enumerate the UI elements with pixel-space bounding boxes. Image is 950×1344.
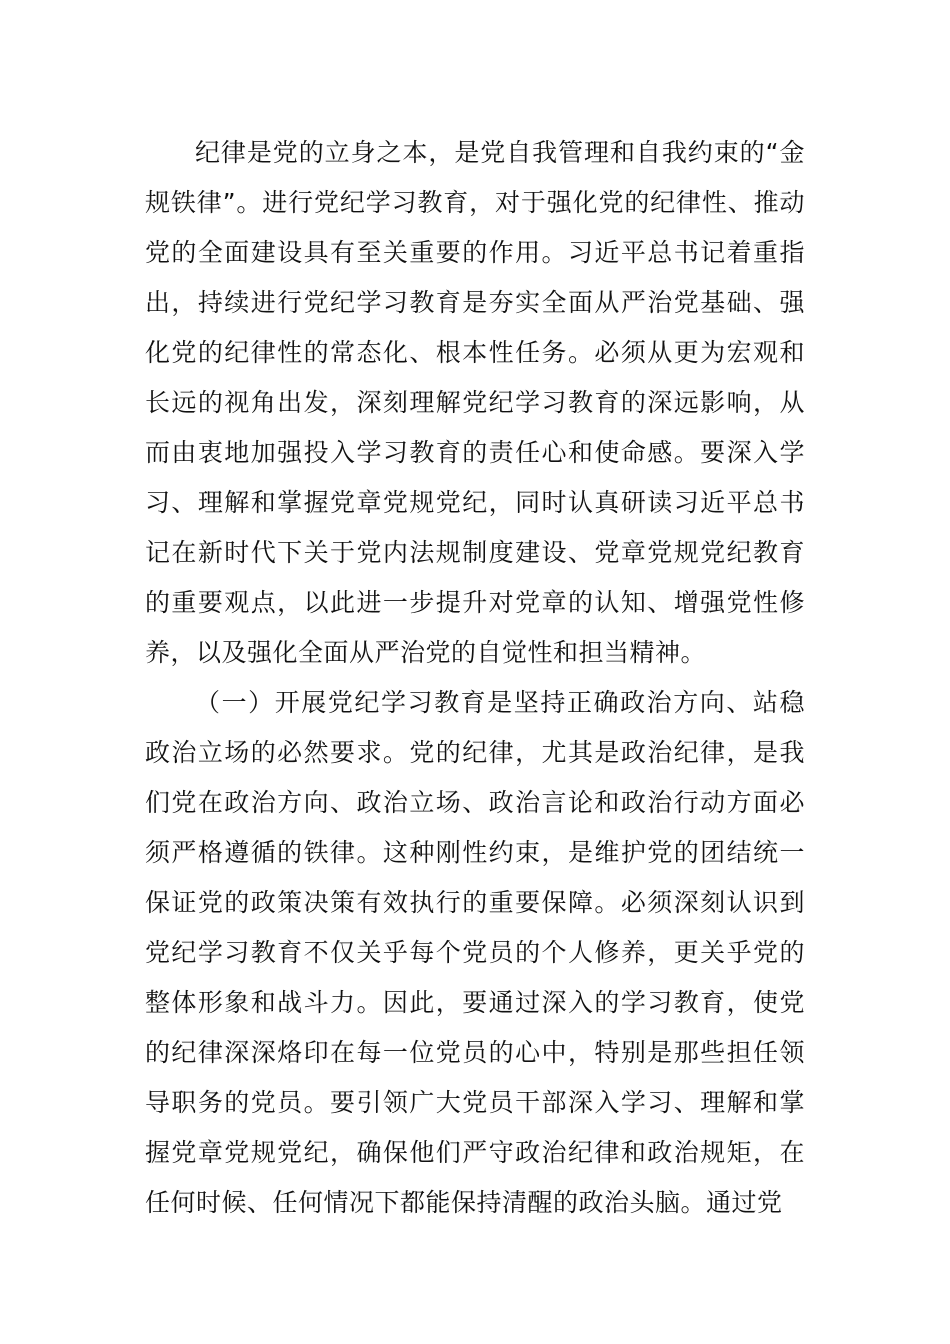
- paragraph-section-one: （一）开展党纪学习教育是坚持正确政治方向、站稳政治立场的必然要求。党的纪律，尤其是政治纪律，是我们党在政治方向、政治立场、政治言论和政治行动方面必须严格遵循的铁律。这种刚性约束，是维护党的团结统一保证党的政策决策有效执行的重要保障。必须深刻认识到党纪学习教育不仅关乎每个党员的个人修养，更关乎党的整体形象和战斗力。因此，要通过深入的学习教育，使党的纪律深深烙印在每一位党员的心中，特别是那些担任领导职务的党员。要引领广大党员干部深入学习、理解和掌握党章党规党纪，确保他们严守政治纪律和政治规矩，在任何时候、任何情况下都能保持清醒的政治头脑。通过党: [145, 688, 805, 1217]
- document-body: [145, 128, 805, 1228]
- paragraph-intro: 纪律是党的立身之本，是党自我管理和自我约束的“金规铁律”。进行党纪学习教育，对于强化党的纪律性、推动党的全面建设具有至关重要的作用。习近平总书记着重指出，持续进行党纪学习教育是夯实全面从严治党基础、强化党的纪律性的常态化、根本性任务。必须从更为宏观和长远的视角出发，深刻理解党纪学习教育的深远影响，从而由衷地加强投入学习教育的责任心和使命感。要深入学习、理解和掌握党章党规党纪，同时认真研读习近平总书记在新时代下关于党内法规制度建设、党章党规党纪教育的重要观点，以此进一步提升对党章的认知、增强党性修养，以及强化全面从严治党的自觉性和担当精神。: [145, 138, 805, 667]
